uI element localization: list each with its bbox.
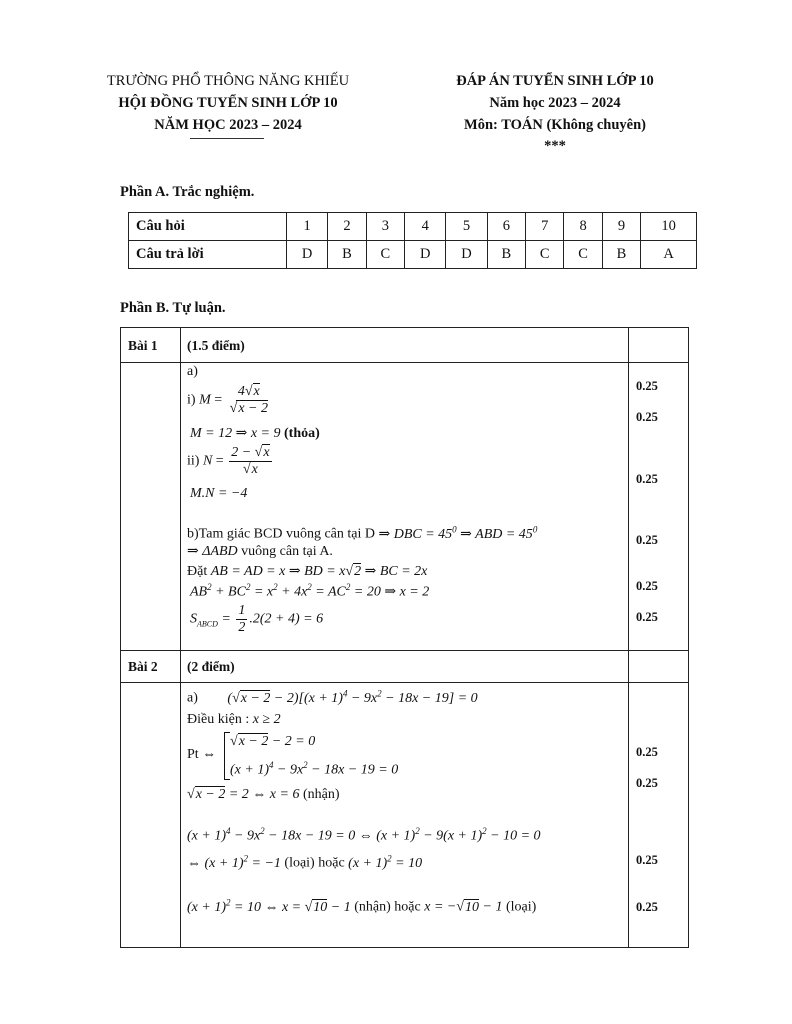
bai2-quartic: $(x + 1)^4 - 9x^2 - 18x - 19 = 0$ ⇔ $(x + 1)^2 - 9(x + 1)^2 - 10 = 0$ — [187, 826, 541, 844]
question-number: 9 — [602, 213, 640, 241]
answer-cell: C — [366, 241, 404, 269]
thoa-note: (thỏa) — [284, 426, 320, 441]
header-underline — [190, 138, 264, 139]
answer-key-title: ĐÁP ÁN TUYỂN SINH LỚP 10 — [456, 73, 654, 89]
answer-cell: D — [405, 241, 446, 269]
question-number: 10 — [641, 213, 697, 241]
score-cell: 0.25 — [636, 745, 658, 759]
bai2-equation: a) $(√x - 2 - 2)[(x + 1)^4 - 9x^2 - 18x - 19] = 0$ — [187, 688, 478, 706]
header-stars: *** — [544, 138, 566, 154]
question-number: 2 — [328, 213, 366, 241]
score-cell: 0.25 — [636, 379, 658, 393]
bai2-a-label: a) — [187, 690, 198, 706]
council-name: HỘI ĐỒNG TUYỂN SINH LỚP 10 — [118, 95, 338, 111]
answer-cell: A — [641, 241, 697, 269]
loai-note-2: (loại) — [505, 899, 537, 915]
answer-cell: B — [487, 241, 525, 269]
bai2-final: $(x + 1)^2 = 10$ ⇔ x = √10 − 1 (nhận) hoặc x = −√10 − 1 (loại) — [187, 897, 537, 915]
b-line2-suffix: vuông cân tại A. — [241, 544, 333, 559]
bai2-quadratic: ⇔ $(x + 1)^2 = -1$ (loại) hoặc $(x + 1)^2 = 10$ — [187, 853, 423, 871]
answer-cell: D — [446, 241, 487, 269]
loai-note: (loại) — [284, 855, 315, 871]
question-number: 6 — [487, 213, 525, 241]
question-number: 3 — [366, 213, 404, 241]
score-cell: 0.25 — [636, 533, 658, 547]
answer-cell: B — [602, 241, 640, 269]
ii-prefix: ii) — [187, 453, 200, 469]
question-row-label: Câu hỏi — [129, 213, 287, 241]
bai1-area: $S_{ABCD}$ = $\frac{1}{2}$ .2(2 + 4) = 6 — [190, 603, 324, 635]
question-row — [129, 213, 697, 241]
score-cell: 0.25 — [636, 410, 658, 424]
answer-row-label: Câu trả lời — [129, 241, 287, 269]
answer-cell: D — [287, 241, 328, 269]
answer-cell: C — [526, 241, 564, 269]
answer-cell: B — [328, 241, 366, 269]
abd-triangle: ΔABD — [202, 544, 238, 559]
score-cell: 0.25 — [636, 900, 658, 914]
subject-title: Môn: TOÁN (Không chuyên) — [464, 117, 646, 133]
essay-row-divider — [120, 682, 689, 683]
score-cell: 0.25 — [636, 853, 658, 867]
bai2-case-1: √x − 2 − 2 = 0 — [230, 734, 316, 749]
school-year-left: NĂM HỌC 2023 – 2024 — [154, 117, 302, 133]
bai2-label: Bài 2 — [128, 659, 158, 674]
essay-row-divider — [120, 650, 689, 651]
bai2-pt-label: Pt ⇔ — [187, 747, 217, 762]
school-year-right: Năm học 2023 – 2024 — [489, 95, 621, 111]
question-number: 1 — [287, 213, 328, 241]
score-cell: 0.25 — [636, 472, 658, 486]
bai2-case-2: $(x + 1)^4 - 9x^2 - 18x - 19 = 0$ — [230, 760, 399, 778]
score-cell: 0.25 — [636, 579, 658, 593]
question-number: 8 — [564, 213, 602, 241]
essay-col-divider-1 — [180, 327, 181, 948]
nhan-note-2: (nhận) — [354, 899, 391, 915]
bai1-points: (1.5 điểm) — [187, 338, 245, 353]
bai1-MN-product: M.N = −4 — [190, 486, 248, 501]
bai1-N-formula: ii) N = $\frac{2 - √x}{√x}$ — [187, 445, 270, 477]
hoac-word: hoặc — [318, 855, 345, 871]
bai1-M-solution — [190, 425, 320, 442]
score-cell: 0.25 — [636, 610, 658, 624]
answer-cell: C — [564, 241, 602, 269]
bai1-b-line3: Đặt AB = AD = x ⇒ BD = x√2 ⇒ BC = 2x — [187, 564, 428, 579]
hoac-word-2: hoặc — [394, 899, 421, 915]
question-number: 5 — [446, 213, 487, 241]
dat-label: Đặt — [187, 564, 208, 579]
question-number: 4 — [405, 213, 446, 241]
quiz-table — [128, 212, 697, 269]
score-cell: 0.25 — [636, 776, 658, 790]
essay-col-divider-2 — [628, 327, 629, 948]
b-text: b)Tam giác BCD vuông cân tại D — [187, 526, 375, 542]
M-eq-12: M = 12 ⇒ x = 9 — [190, 426, 281, 441]
dieu-kien-label: Điều kiện : — [187, 712, 250, 727]
school-name: TRƯỜNG PHỔ THÔNG NĂNG KHIẾU — [106, 73, 350, 89]
essay-row-divider — [120, 362, 689, 363]
bai1-b-line2: ⇒ ΔABD vuông cân tại A. — [187, 544, 333, 559]
bai1-b-line1: b)Tam giác BCD vuông cân tại D ⇒ DBC = $45^0$ ⇒ ABD = $45^0$ — [187, 524, 538, 542]
nhan-note: (nhận) — [302, 787, 340, 802]
question-number: 7 — [526, 213, 564, 241]
part-b-title: Phần B. Tự luận. — [120, 300, 226, 316]
bai1-b-line4: $AB^2 + BC^2 = x^2 + 4x^2 = AC^2 = 20$ ⇒ x = 2 — [190, 582, 430, 600]
bai2-solution-1: √x − 2 = 2 ⇔ x = 6 (nhận) — [187, 787, 340, 802]
bai2-points: (2 điểm) — [187, 659, 235, 674]
answer-row — [129, 241, 697, 269]
i-prefix: i) — [187, 392, 196, 408]
part-a-title: Phần A. Trắc nghiệm. — [120, 184, 255, 200]
bai1-M-formula: i) M = $\frac{4√x}{√x - 2}$ — [187, 384, 268, 416]
bai1-label: Bài 1 — [128, 338, 158, 353]
bai1-a-label: a) — [187, 364, 198, 379]
bai2-condition: Điều kiện : x ≥ 2 — [187, 712, 281, 727]
